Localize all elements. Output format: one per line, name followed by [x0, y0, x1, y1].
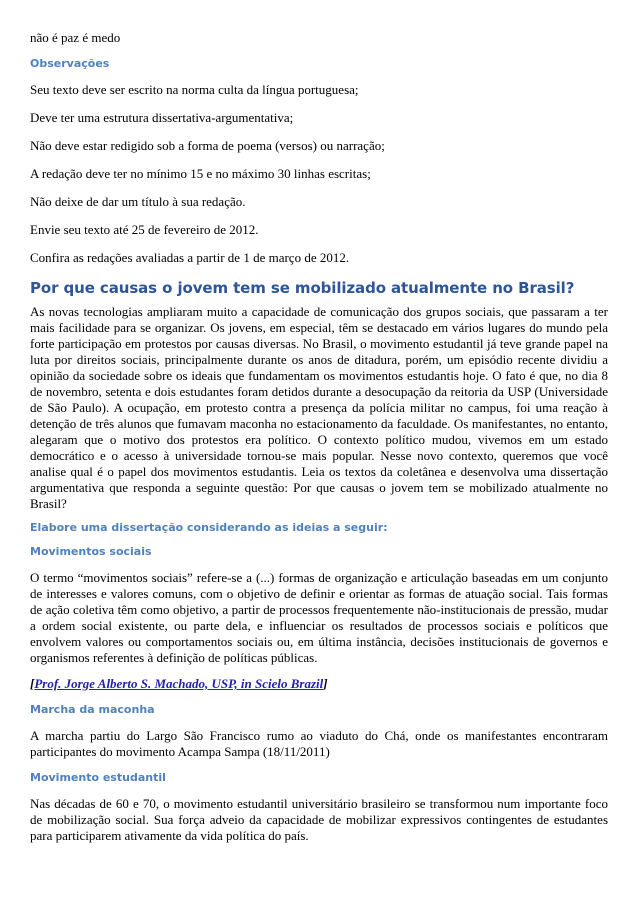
main-body: As novas tecnologias ampliaram muito a capacidade de comunicação dos grupos sociais, que passaram a ter mais facilidade para se organizar. Os jovens, em especial, têm se destacado em vários lugares do mundo pela forte participação em protestos por causas diversas. No Brasil, o movimento estudantil já teve grande papel na luta por direitos sociais, principalmente durante os anos de ditadura, porém, um episódio recente dividiu a opinião da sociedade sobre os ideais que fundamentam os movimentos estudantis hoje. O fato é que, no dia 8 de novembro, setenta e dois estudantes foram detidos durante a desocupação da reitoria da USP (Universidade de São Paulo). A ocupação, em protesto contra a presença da polícia militar no campus, foi uma reação à detenção de três alunos que fumavam maconha no estacionamento da faculdade. Os manifestantes, no entanto, alegaram que o motivo dos protestos era político. O contexto político mudou, vivemos em um estado democrático e o acesso à universidade tornou-se mais popular. Nesse novo contexto, queremos que você analise qual é o papel dos movimentos estudantis. Leia os textos da coletânea e desenvolva uma dissertação argumentativa que responda a seguinte questão: Por que causas o jovem tem se mobilizado atualmente no Brasil?	[30, 304, 608, 511]
marcha-body: A marcha partiu do Largo São Francisco rumo ao viaduto do Chá, onde os manifestantes encontraram participantes do movimento Acampa Sampa (18/11/2011)	[30, 728, 608, 759]
observations-heading: Observações	[30, 57, 110, 70]
citation	[30, 676, 608, 692]
elabore-heading: Elabore uma dissertação considerando as ideias a seguir:	[30, 521, 388, 534]
intro-line: não é paz é medo	[30, 30, 121, 45]
marcha-heading: Marcha da maconha	[30, 703, 155, 716]
citation-close: ]	[323, 676, 328, 691]
estudantil-heading: Movimento estudantil	[30, 771, 166, 784]
estudantil-body: Nas décadas de 60 e 70, o movimento estudantil universitário brasileiro se transformou num importante foco de mobilização social. Sua força adveio da capacidade de mobilizar expressivos contingentes de estudantes para participarem ativamente da vida política do país.	[30, 796, 608, 843]
observation-item: Seu texto deve ser escrito na norma culta da língua portuguesa;	[30, 82, 359, 97]
observation-item: Envie seu texto até 25 de fevereiro de 2012.	[30, 222, 259, 237]
social-heading: Movimentos sociais	[30, 545, 152, 558]
observation-item: Não deve estar redigido sob a forma de poema (versos) ou narração;	[30, 138, 385, 153]
main-title: Por que causas o jovem tem se mobilizado atualmente no Brasil?	[30, 279, 575, 297]
citation-open: [	[30, 676, 35, 691]
citation-link[interactable]: Prof. Jorge Alberto S. Machado, USP, in Scielo Brazil	[34, 676, 324, 691]
observation-item: Não deixe de dar um título à sua redação.	[30, 194, 246, 209]
document-page	[30, 30, 608, 844]
observation-item: A redação deve ter no mínimo 15 e no máximo 30 linhas escritas;	[30, 166, 371, 181]
social-body: O termo “movimentos sociais” refere-se a (...) formas de organização e articulação baseadas em um conjunto de interesses e valores comuns, com o objetivo de definir e orientar as formas de atuação social. Tais formas de ação coletiva têm como objetivo, a partir de processos frequentemente não-institucionais de pressão, mudar a ordem social existente, ou parte dela, e influenciar os resultados de processos sociais e políticos que envolvem valores ou comportamentos sociais ou, em última instância, decisões institucionais de governos e organismos referentes à definição de políticas públicas.	[30, 570, 608, 665]
observation-item: Deve ter uma estrutura dissertativa-argumentativa;	[30, 110, 294, 125]
observation-item: Confira as redações avaliadas a partir de 1 de março de 2012.	[30, 250, 350, 265]
